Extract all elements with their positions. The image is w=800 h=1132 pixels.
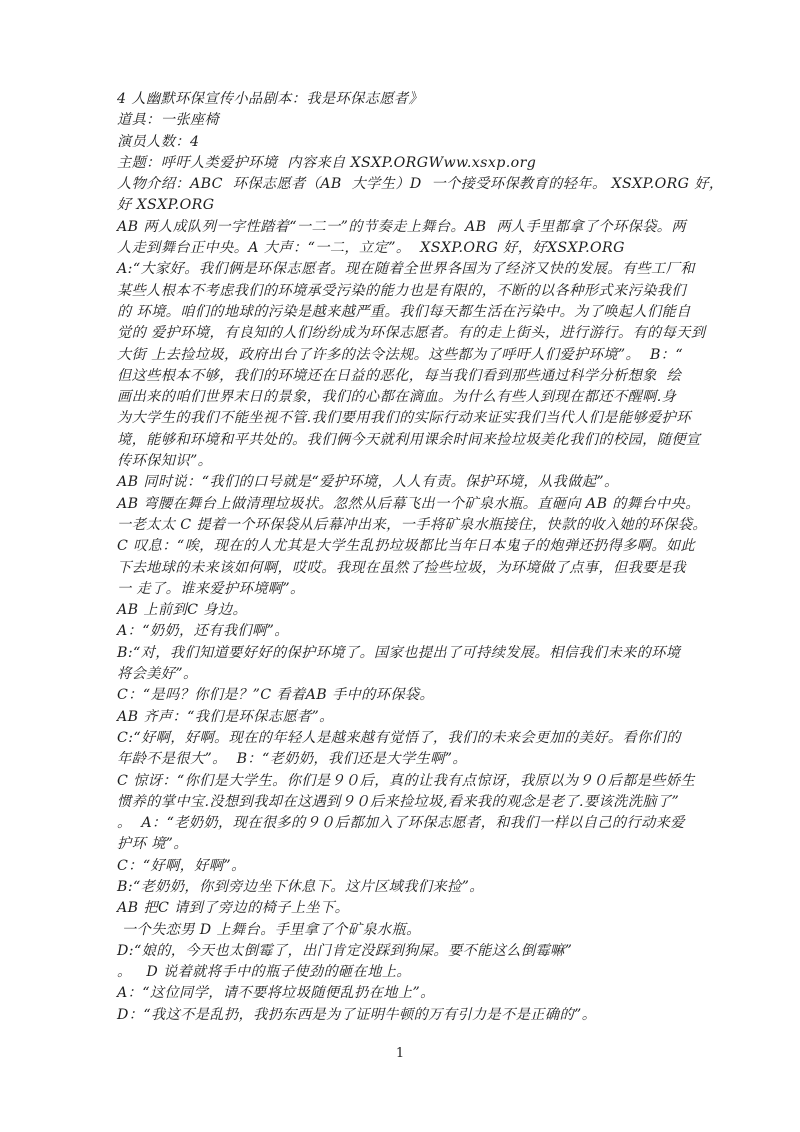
text-line: 为大学生的我们不能坐视不管.我们要用我们的实际行动来证实我们当代人们是能够爱护环 <box>117 410 691 427</box>
text-line: 好 XSXP.ORG <box>117 197 215 214</box>
text-line: A：“奶奶，还有我们啊”。 <box>117 623 289 640</box>
text-line: AB 把C 请到了旁边的椅子上坐下。 <box>117 900 350 917</box>
text-line: A:“大家好。我们俩是环保志愿者。现在随着全世界各国为了经济又快的发展。有些工厂和 <box>117 261 695 278</box>
text-line: 一老太太 C 提着一个环保袋从后幕冲出来，一手将矿泉水瓶接住，快款的收入她的环保袋。 <box>117 516 707 533</box>
text-line: 演员人数：4 <box>117 133 200 150</box>
text-line: 觉的 爱护环境，有良知的人们纷纷成为环保志愿者。有的走上街头，进行游行。有的每天到 <box>117 325 706 342</box>
text-line: 道具：一张座椅 <box>117 112 220 129</box>
text-line: 惯养的掌中宝.没想到我却在这遇到９０后来捡垃圾,看来我的观念是老了.要该洗洗脑了” <box>117 793 680 810</box>
text-line: 但这些根本不够，我们的环境还在日益的恶化，每当我们看到那些通过科学分析想象 绘 <box>117 367 682 384</box>
page-number: 1 <box>395 1046 405 1061</box>
text-line: 将会美好”。 <box>117 666 198 683</box>
text-line: C 惊讶：“你们是大学生。你们是９０后，真的让我有点惊讶，我原以为９０后都是些娇生 <box>117 772 696 789</box>
text-line: 年龄不是很大”。 B：“老奶奶，我们还是大学生啊”。 <box>117 751 467 768</box>
text-line: 护环 境”。 <box>117 836 188 853</box>
text-line: AB 弯腰在舞台上做清理垃圾状。忽然从后幕飞出一个矿泉水瓶。直砸向 AB 的舞台中央。 <box>117 495 700 512</box>
text-line: 某些人根本不考虑我们的环境承受污染的能力也是有限的，不断的以各种形式来污染我们 <box>117 282 686 299</box>
text-line: 人物介绍：ABC 环保志愿者（AB 大学生）D 一个接受环保教育的轻年。 XSXP.ORG 好， <box>117 176 724 193</box>
text-line: D:“娘的，今天也太倒霉了，出门肯定没踩到狗屎。要不能这么倒霉嘛” <box>117 942 573 959</box>
text-line: AB 上前到C 身边。 <box>117 602 248 619</box>
text-line: C:“好啊，好啊。现在的年轻人是越来越有觉悟了，我们的未来会更加的美好。看你们的 <box>117 729 681 746</box>
text-line: AB 同时说：“我们的口号就是“爱护环境，人人有责。保护环境，从我做起”。 <box>117 474 619 491</box>
text-line: C：“是吗？你们是？”C 看着AB 手中的环保袋。 <box>117 687 435 704</box>
text-line: AB 齐声：“我们是环保志愿者”。 <box>117 708 334 725</box>
text-line: 的 环境。咱们的地球的污染是越来越严重。我们每天都生活在污染中。为了唤起人们能自 <box>117 303 691 320</box>
text-line: 画出来的咱们世界末日的景象，我们的心都在滴血。为什么有些人到现在都还不醒啊.身 <box>117 389 677 406</box>
text-line: 主题：呼吁人类爱护环境 内容来自 XSXP.ORGWww.xsxp.org <box>117 154 537 171</box>
text-line: AB 两人成队列一字性踏着“一二一”的节奏走上舞台。AB 两人手里都拿了个环保袋。两 <box>117 218 686 235</box>
text-line: 人走到舞台正中央。A 大声：“一二，立定”。 XSXP.ORG 好，好XSXP.ORG <box>117 240 625 257</box>
text-line: C 叹息：“唉，现在的人尤其是大学生乱扔垃圾都比当年日本鬼子的炮弹还扔得多啊。如此 <box>117 538 696 555</box>
text-line: 4 人幽默环保宣传小品剧本：我是环保志愿者》 <box>117 91 424 107</box>
text-line: 。 A：“老奶奶，现在很多的９０后都加入了环保志愿者，和我们一样以自己的行动来爱 <box>117 815 685 832</box>
text-line: 一 走了。谁来爱护环境啊”。 <box>117 580 305 597</box>
text-line: 下去地球的未来该如何啊，哎哎。我现在虽然了捡些垃圾，为环境做了点事，但我要是我 <box>117 559 686 576</box>
text-line: 大街 上去捡垃圾，政府出台了许多的法令法规。这些都为了呼吁人们爱护环境”。 B：“ <box>117 346 684 363</box>
text-line: A：“这位同学，请不要将垃圾随便乱扔在地上”。 <box>117 985 435 1002</box>
text-line: 一个失恋男 D 上舞台。手里拿了个矿泉水瓶。 <box>117 921 421 938</box>
text-line: 境，能够和环境和平共处的。我们俩今天就利用课余时间来捡垃圾美化我们的校园，随便宣 <box>117 431 701 448</box>
text-line: B:“对，我们知道要好好的保护环境了。国家也提出了可持续发展。相信我们未来的环境 <box>117 644 681 661</box>
text-line: D：“我这不是乱扔，我扔东西是为了证明牛顿的万有引力是不是正确的”。 <box>117 1006 597 1023</box>
text-line: 。 D 说着就将手中的瓶子使劲的砸在地上。 <box>117 964 411 981</box>
text-line: C：“好啊，好啊”。 <box>117 857 246 874</box>
text-line: B:“老奶奶，你到旁边坐下休息下。这片区域我们来捡”。 <box>117 878 484 895</box>
script-text-block <box>117 89 724 1026</box>
text-line: 传环保知识”。 <box>117 453 213 470</box>
